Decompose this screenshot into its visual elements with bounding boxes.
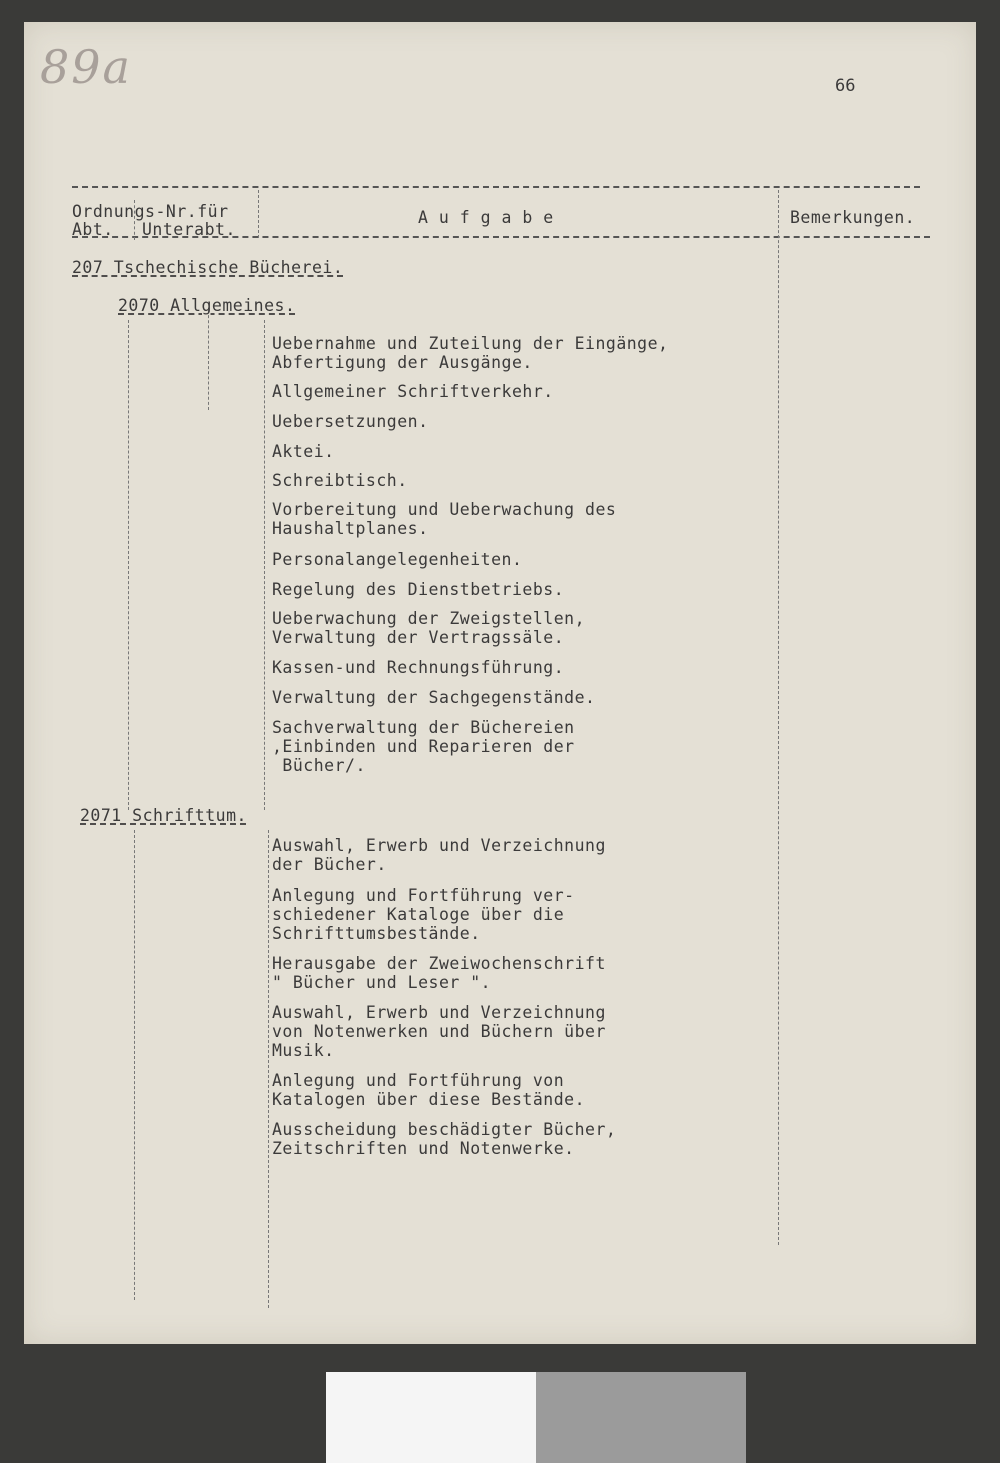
task-item: Ausscheidung beschädigter Bücher, Zeitschriften und Notenwerke. [272,1120,617,1158]
task-item: Sachverwaltung der Büchereien ,Einbinden und Reparieren der Bücher/. [272,718,575,775]
col-divider-inner [208,310,209,410]
header-top-rule [72,186,920,188]
task-item: Allgemeiner Schriftverkehr. [272,382,554,401]
col-divider-abt-body [128,320,129,810]
header-col1-unterabt: Unterabt. [142,220,236,239]
task-item: Aktei. [272,442,335,461]
col-divider-abt-body-2 [134,830,135,1300]
task-item: Herausgabe der Zweiwochenschrift " Bücher und Leser ". [272,954,606,992]
task-item: Schreibtisch. [272,471,408,490]
header-col3-bemerkungen: Bemerkungen. [790,208,916,227]
calibration-white-patch [326,1372,536,1463]
subsection-heading-2071: 2071 Schrifttum. [80,806,247,825]
col-divider-remarks [778,190,779,1245]
header-col1-line1: Ordnungs-Nr.für [72,202,229,221]
subsection-heading-2070: 2070 Allgemeines. [118,296,296,315]
col-divider-task-1 [264,320,265,810]
scan-calibration-strip [326,1372,746,1463]
col-divider-header [258,190,259,238]
handwritten-mark: 89a [40,40,132,94]
task-item: Kassen-und Rechnungsführung. [272,658,565,677]
task-item: Verwaltung der Sachgegenstände. [272,688,596,707]
col-divider-abt [134,200,135,240]
task-item: Anlegung und Fortführung von Katalogen über diese Bestände. [272,1071,586,1109]
task-item: Auswahl, Erwerb und Verzeichnung von Notenwerken und Büchern über Musik. [272,1003,606,1060]
task-item: Uebersetzungen. [272,412,429,431]
col-divider-task-2 [268,830,269,1308]
calibration-gray-patch [536,1372,746,1463]
task-item: Ueberwachung der Zweigstellen, Verwaltung der Vertragssäle. [272,609,586,647]
page-number: 66 [835,76,856,96]
section-heading: 207 Tschechische Bücherei. [72,258,344,277]
task-item: Anlegung und Fortführung ver- schiedener Kataloge über die Schrifttumsbestände. [272,886,575,943]
header-col2-aufgabe: A u f g a b e [418,208,554,227]
task-item: Vorbereitung und Ueberwachung des Haushaltplanes. [272,500,617,538]
header-col1-abt: Abt. [72,220,114,239]
task-item: Auswahl, Erwerb und Verzeichnung der Bücher. [272,836,606,874]
task-item: Personalangelegenheiten. [272,550,523,569]
task-item: Regelung des Dienstbetriebs. [272,580,565,599]
task-item: Uebernahme und Zuteilung der Eingänge, Abfertigung der Ausgänge. [272,334,669,372]
